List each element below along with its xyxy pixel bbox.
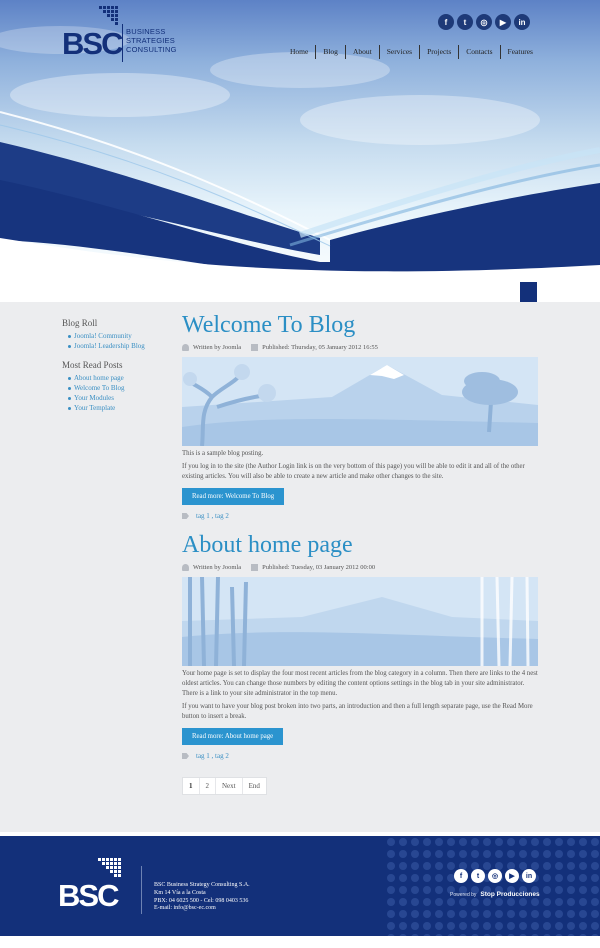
twitter-icon[interactable]: t [457,14,473,30]
nav-item-about[interactable]: About [345,45,379,59]
calendar-icon [251,344,258,351]
article [182,312,538,521]
read-more-button[interactable]: Read more: Welcome To Blog [182,488,284,505]
page-link-1[interactable]: 1 [183,778,200,794]
footer-social-links [454,869,536,883]
logo-text: BSC [62,26,122,61]
article-paragraph: Your home page is set to display the four most recent articles from the blog category in a column. Then there are links to the 4 nest oldest articles. You can change those numbers by editing the content options settings in the blog tab in your site administrator. There is a link to your site administrator in the top menu. [182,670,538,697]
footer-logo-text: BSC [58,878,118,913]
logo-dots-icon [99,6,121,28]
linkedin-icon[interactable]: in [514,14,530,30]
linkedin-icon[interactable]: in [522,869,536,883]
twitter-icon[interactable]: t [471,869,485,883]
youtube-icon[interactable]: ▶ [505,869,519,883]
tags-links[interactable]: tag 1 , tag 2 [196,752,229,760]
sidebar [62,318,172,422]
footer-divider [141,866,142,914]
article-paragraph: If you log in to the site (the Author Login link is on the very bottom of this page) you will be able to edit it and all of the other existing articles. You will also be able to create a new article and make other changes to the site. [182,463,525,480]
article-meta [182,562,538,572]
nav-item-blog[interactable]: Blog [315,45,345,59]
mostread-link[interactable]: Your Modules [62,393,172,403]
mostread-title: Most Read Posts [62,360,123,370]
user-icon [182,564,189,571]
article-tags [182,751,538,761]
page-end[interactable]: End [248,782,260,790]
facebook-icon[interactable]: f [438,14,454,30]
article-image-bamboo [182,577,538,666]
site-logo[interactable] [62,6,187,62]
article-paragraph: If you want to have your blog post broken into two parts, an introduction and then a full length separate page, use the Read More button to insert a break. [182,703,533,720]
company-email[interactable]: E-mail: info@bsc-ec.com [154,905,216,912]
footer-contact-info [154,882,250,913]
article-title[interactable]: About home page [182,532,353,558]
article-title[interactable]: Welcome To Blog [182,312,356,338]
blogroll-list [62,331,172,351]
article-date: Published: Tuesday, 03 January 2012 00:00 [262,563,376,571]
article-tags [182,511,538,521]
logo-dots-icon [98,858,124,880]
social-links [438,14,530,30]
article-author: Written by Joomla [193,343,242,351]
content-area [0,302,600,832]
mostread-link[interactable]: Your Template [62,403,172,413]
nav-item-projects[interactable]: Projects [419,45,458,59]
mostread-link[interactable]: About home page [62,373,172,383]
pagination [182,777,267,795]
company-address: Km 14 Vía a la Costa [154,889,206,896]
tag-icon [182,513,189,519]
footer-logo[interactable] [58,858,128,918]
mostread-list [62,373,172,413]
article-list [182,312,538,790]
instagram-icon[interactable]: ◎ [476,14,492,30]
article-meta [182,342,538,352]
article-paragraph: This is a sample blog posting. [182,450,264,457]
facebook-icon[interactable]: f [454,869,468,883]
blogroll-link[interactable]: Joomla! Leadership Blog [62,341,172,351]
nav-item-services[interactable]: Services [379,45,419,59]
page-next[interactable]: Next [216,778,243,794]
powered-brand: Stop Producciones [480,891,540,898]
footer [0,836,600,936]
side-tab[interactable] [520,282,537,302]
user-icon [182,344,189,351]
logo-divider [122,24,123,62]
powered-label: Powered by [450,891,477,898]
article-author: Written by Joomla [193,563,242,571]
footer-dot-pattern [385,836,600,936]
blogroll-title: Blog Roll [62,318,98,328]
nav-item-features[interactable]: Features [500,45,540,59]
blogroll-link[interactable]: Joomla! Community [62,331,172,341]
tags-links[interactable]: tag 1 , tag 2 [196,512,229,520]
calendar-icon [251,564,258,571]
article-image-mountain-tree [182,357,538,446]
company-phone: PBX: 04 6025 500 - Cel: 098 0403 536 [154,897,249,904]
youtube-icon[interactable]: ▶ [495,14,511,30]
nav-item-contacts[interactable]: Contacts [458,45,499,59]
page-link-2[interactable]: 2 [200,778,217,794]
company-name: BSC Business Strategy Consulting S.A. [154,882,250,888]
logo-subtitle: BUSINESS STRATEGIES CONSULTING [126,27,177,54]
header-hero [0,0,600,302]
instagram-icon[interactable]: ◎ [488,869,502,883]
main-nav [283,45,540,59]
article [182,532,538,761]
nav-item-home[interactable]: Home [290,47,309,56]
tag-icon [182,753,189,759]
read-more-button[interactable]: Read more: About home page [182,728,283,745]
mostread-link[interactable]: Welcome To Blog [62,383,172,393]
article-date: Published: Thursday, 05 January 2012 16:55 [262,343,378,351]
powered-by[interactable] [450,891,540,898]
